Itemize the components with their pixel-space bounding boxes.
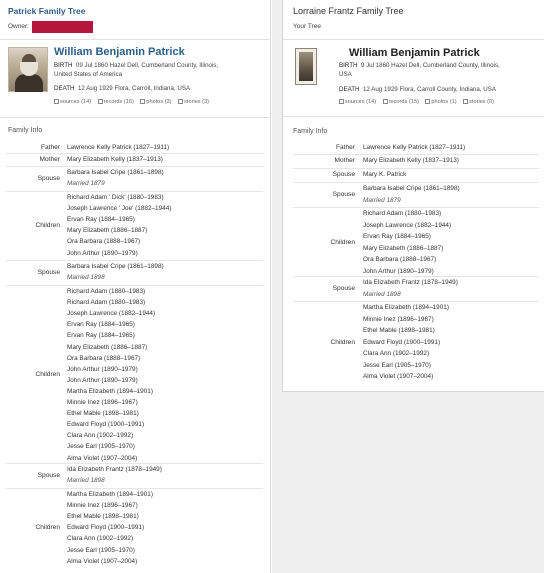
birth-label: BIRTH [339,62,358,69]
right-stories-link[interactable]: stories (0) [463,99,494,105]
death-label: DEATH [339,86,360,93]
family-member-link[interactable]: Mary Elizabeth (1886–1887) [67,343,148,351]
records-icon [383,99,388,104]
family-member-link[interactable]: Ervan Ray (1884–1965) [67,216,135,224]
right-birth-fact: BIRTH 9 Jul 1860 Hazel Dell, Cumberland County, Illinois, USA [339,62,500,78]
family-member-link[interactable]: Alma Violet (1907–2004) [363,373,434,380]
row-divider [293,182,539,183]
marriage-date: Married 1898 [363,290,401,298]
family-member-link[interactable]: Lawrence Kelly Patrick (1827–1911) [363,144,466,151]
row-divider [293,301,539,302]
left-photos-link[interactable]: photos (3) [140,99,171,105]
family-member-link[interactable]: Clara Ann (1902–1992) [67,432,134,440]
row-divider [6,285,263,286]
row-divider [6,153,263,154]
right-death-fact: DEATH 12 Aug 1929 Flora, Carroll County, Indiana, USA [339,86,496,93]
row-divider [293,207,539,208]
left-family-info-heading: Family Info [8,127,43,134]
family-member-link[interactable]: Martha Elizabeth (1894–1901) [67,387,153,395]
family-member-link[interactable]: Joseph Lawrence (1882–1944) [363,221,452,229]
family-member-link[interactable]: Ervan Ray (1884–1965) [363,233,431,240]
family-member-link[interactable]: Mary Elizabeth (1886–1887) [363,244,444,252]
left-sources-link[interactable]: sources (14) [54,99,91,105]
header-divider [0,39,271,40]
row-divider [6,463,263,464]
left-person-photo[interactable] [8,47,48,92]
family-member-link[interactable]: Martha Elizabeth (1894–1901) [67,491,153,498]
left-person-name[interactable]: William Benjamin Patrick [54,46,185,58]
person-divider [283,116,544,117]
stories-icon [178,99,183,104]
row-divider [293,276,539,277]
family-member-link[interactable]: Richard Adam (1880–1983) [67,299,146,307]
relation-label: Children [330,338,355,346]
family-member-link[interactable]: Clara Ann (1902–1992) [363,350,430,357]
header-divider [283,39,544,40]
row-divider [6,488,263,489]
person-divider [0,117,271,118]
family-member-link[interactable]: Richard Adam (1880–1983) [67,288,146,295]
family-member-link[interactable]: Ora Barbara (1888–1967) [67,238,141,246]
family-member-link[interactable]: Barbara Isabel Cripe (1861–1898) [67,263,164,270]
family-member-link[interactable]: Barbara Isabel Cripe (1861–1898) [67,169,164,176]
family-member-link[interactable]: John Arthur (1890–1979) [67,365,138,373]
right-record-links [339,99,499,105]
family-member-link[interactable]: John Arthur (1890–1979) [67,249,138,257]
records-icon [98,99,103,104]
row-divider [6,260,263,261]
right-tree-title[interactable]: Lorraine Frantz Family Tree [293,6,404,16]
relation-label: Father [335,144,355,151]
family-member-link[interactable]: Edward Floyd (1900–1991) [67,421,145,429]
family-member-link[interactable]: Ethel Mable (1898–1981) [67,410,139,418]
family-member-link[interactable]: Joseph Lawrence (1882–1944) [67,310,156,318]
relation-label: Children [330,238,355,246]
family-member-link[interactable]: Minnie Inez (1896–1967) [363,315,434,323]
family-member-link[interactable]: Ora Barbara (1888–1967) [363,256,437,263]
relation-label: Spouse [332,171,355,178]
birth-label: BIRTH [54,62,73,69]
row-divider [293,168,539,169]
photos-icon [425,99,430,104]
row-divider [6,191,263,192]
family-member-link[interactable]: Ethel Mable (1898–1981) [363,327,435,334]
death-label: DEATH [54,85,75,92]
relation-label: Spouse [37,174,60,182]
right-records-link[interactable]: records (15) [383,99,419,105]
marriage-date: Married 1879 [67,180,105,188]
marriage-date: Married 1879 [363,196,401,204]
family-member-link[interactable]: Jesse Earl (1905–1970) [363,361,431,369]
left-stories-link[interactable]: stories (3) [178,99,209,105]
family-member-link[interactable]: Mary Elizabeth Kelly (1837–1913) [67,156,163,163]
relation-label: Spouse [37,471,60,479]
owner-redacted [32,21,93,33]
right-tree-subtitle: Your Tree [293,23,321,30]
left-tree-panel [0,0,271,573]
relation-label: Children [35,221,60,229]
family-member-link[interactable]: Lawrence Kelly Patrick (1827–1911) [67,144,170,151]
family-member-link[interactable]: Richard Adam ' Dick' (1880–1983) [67,194,164,201]
photos-icon [140,99,145,104]
relation-label: Mother [334,157,355,164]
family-member-link[interactable]: Martha Elizabeth (1894–1901) [363,304,449,311]
left-records-link[interactable]: records (16) [98,99,134,105]
family-member-link[interactable]: Jesse Earl (1905–1970) [67,443,135,451]
family-member-link[interactable]: Alma Violet (1907–2004) [67,454,138,462]
family-member-link[interactable]: Alma Violet (1907–2004) [67,557,138,565]
family-member-link[interactable]: John Arthur (1890–1979) [363,267,434,275]
right-person-name[interactable]: William Benjamin Patrick [349,47,480,59]
sources-icon [339,99,344,104]
sources-icon [54,99,59,104]
family-member-link[interactable]: Ora Barbara (1888–1967) [67,354,141,362]
relation-label: Spouse [332,190,355,198]
relation-label: Children [35,524,60,532]
family-member-link[interactable]: Mary Elizabeth Kelly (1837–1913) [363,157,459,164]
family-member-link[interactable]: Ethel Mable (1898–1981) [67,513,139,521]
family-member-link[interactable]: John Arthur (1890–1979) [67,376,138,384]
row-divider [293,154,539,155]
family-member-link[interactable]: Clara Ann (1902–1992) [67,535,134,543]
relation-label: Mother [39,156,60,163]
left-tree-title[interactable]: Patrick Family Tree [8,6,86,16]
relation-label: Father [40,144,60,151]
right-family-info-heading: Family Info [293,128,328,135]
marriage-date: Married 1898 [67,274,105,282]
relation-label: Spouse [37,268,60,276]
right-tree-card [282,0,544,392]
right-sources-link[interactable]: sources (14) [339,99,376,105]
family-member-link[interactable]: Ervan Ray (1884–1965) [67,332,135,340]
relation-label: Spouse [332,284,355,292]
family-member-link[interactable]: Ida Elizabeth Frantz (1878–1949) [67,466,162,473]
stories-icon [463,99,468,104]
family-member-link[interactable]: Minnie Inez (1896–1967) [67,399,138,406]
family-member-link[interactable]: Ida Elizabeth Frantz (1878–1949) [363,279,458,286]
family-member-link[interactable]: Mary Elizabeth (1886–1887) [67,227,148,235]
right-person-photo[interactable] [295,48,317,85]
family-member-link[interactable]: Jesse Earl (1905–1970) [67,546,135,554]
right-photos-link[interactable]: photos (1) [425,99,456,105]
family-member-link[interactable]: Mary K. Patrick [363,171,407,178]
family-member-link[interactable]: Minnie Inez (1896–1967) [67,502,138,510]
row-divider [6,166,263,167]
left-death-fact: DEATH 12 Aug 1929 Flora, Carroll, Indiana, USA [54,85,191,92]
right-tree-panel [272,0,544,573]
owner-label: Owner: [8,23,29,30]
family-member-link[interactable]: Joseph Lawrence ' Joe' (1882–1944) [67,205,172,213]
left-birth-fact: BIRTH 09 Jul 1860 Hazel Dell, Cumberland County, Illinois, United States of America [54,62,219,78]
family-member-link[interactable]: Edward Floyd (1900–1991) [363,338,441,346]
family-member-link[interactable]: Ervan Ray (1884–1965) [67,321,135,329]
family-member-link[interactable]: Barbara Isabel Cripe (1861–1898) [363,185,460,192]
left-record-links [54,99,214,105]
family-member-link[interactable]: Edward Floyd (1900–1991) [67,524,145,532]
relation-label: Children [35,371,60,379]
marriage-date: Married 1898 [67,477,105,485]
family-member-link[interactable]: Richard Adam (1880–1983) [363,210,442,217]
